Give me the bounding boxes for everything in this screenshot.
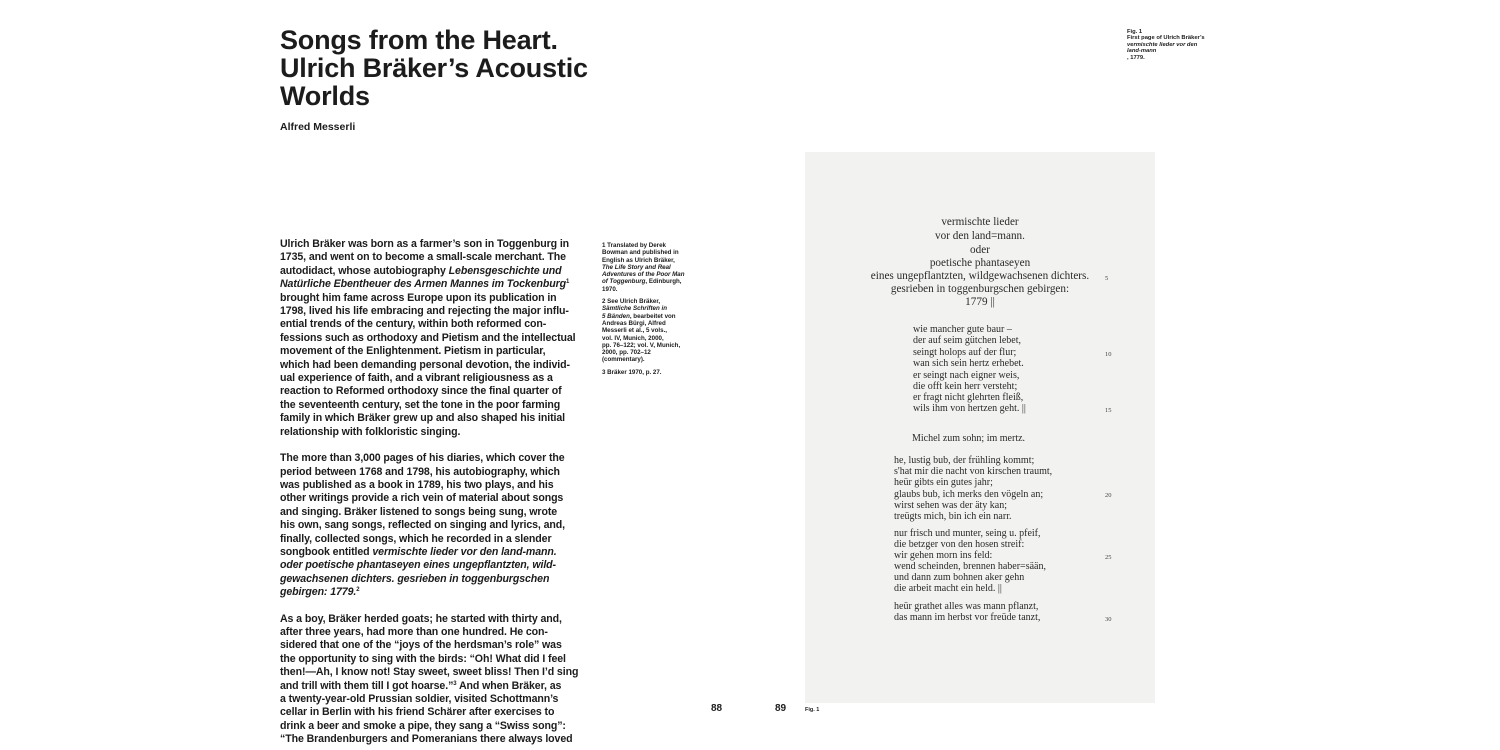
text-line: gebirgen: 1779.$^2$ xyxy=(280,586,360,599)
paragraph-3 xyxy=(280,613,590,747)
text-line: drink a beer and smoke a pipe, they sang a “Swiss song”: xyxy=(280,719,566,732)
text-line: sidered that one of the “joys of the herdsman’s role” was xyxy=(280,639,562,652)
text-line: gewachsenen dichters. gesrieben in toggenburgschen xyxy=(280,572,550,585)
facsimile-verse-line: die arbeit macht ein held. || xyxy=(894,583,1002,594)
figure-label: Fig. 1 xyxy=(805,707,820,713)
text-line: after three years, had more than one hundred. He con- xyxy=(280,625,548,638)
facsimile-verse-line: glaubs bub, ich merks den vögeln an; xyxy=(894,489,1044,500)
page-number-right: 89 xyxy=(775,703,787,714)
text-line: family in which Bräker grew up and also shaped his initial xyxy=(280,412,566,425)
facsimile-verse-line: und dann zum bohnen aker gehn xyxy=(894,572,1025,583)
caption-label: Fig. 1 xyxy=(1127,29,1143,35)
facsimile-title-line: eines ungepflantzten, wildgewachsenen dichters. xyxy=(870,270,1090,282)
facsimile-title-line: vor den land=mann. xyxy=(935,230,1025,242)
line-number: 10 xyxy=(1105,351,1112,358)
footnote-2: 2 See Ulrich Bräker, Sämtliche Schriften in 5 Bänden, bearbeitet von Andreas Bürgi, Alfred Messerli et al., 5 vols., vol. IV, Munich, 2000, pp. 76–122; vol. V, Munich, 2000, pp. 702–12 (commentary). xyxy=(602,298,681,364)
facsimile-verse-line: wend scheinden, brennen haber=sään, xyxy=(894,561,1046,572)
author-name: Alfred Messerli xyxy=(280,121,356,133)
facsimile-verse-line: er seingt nach eigner weis, xyxy=(913,370,1020,381)
title-line: Songs from the Heart. xyxy=(280,25,558,55)
facsimile-verse-line: s'hat mir die nacht von kirschen traumt, xyxy=(894,466,1053,477)
line-number: 15 xyxy=(1105,407,1112,414)
line-number: 25 xyxy=(1105,554,1112,561)
text-line: the seventeenth century, set the tone in the poor farming xyxy=(280,398,561,411)
facsimile-verse-line: wan sich sein hertz erhebet. xyxy=(913,358,1024,369)
facsimile-verse-line: heür grathet alles was mann pflanzt, xyxy=(894,601,1039,612)
facsimile-verse-line: seingt holops auf der flur; xyxy=(913,347,1017,358)
facsimile-page xyxy=(805,152,1155,703)
title-line: Worlds xyxy=(280,81,370,111)
facsimile-verse-line: wils ihm von hertzen geht. || xyxy=(913,403,1026,414)
text-line: Ulrich Bräker was born as a farmer’s son in Toggenburg in xyxy=(280,238,570,250)
text-line: and singing. Bräker listened to songs being sung, wrote xyxy=(280,505,558,518)
facsimile-verse-line: der auf seim gütchen lebet, xyxy=(913,335,1022,346)
article-title xyxy=(280,26,700,110)
facsimile-title-line: vermischte lieder xyxy=(941,216,1019,228)
body-text xyxy=(280,238,590,750)
facsimile-title-line: gesrieben in toggenburgschen gebirgen: xyxy=(890,283,1070,295)
footnote-ref: 2 xyxy=(356,587,360,594)
facsimile-verse-line: das mann im herbst vor freüde tanzt, xyxy=(894,612,1041,623)
text-line: his own, sang songs, reflected on singing and lyrics, and, xyxy=(280,519,565,532)
text-line: relationship with folkloristic singing. xyxy=(280,425,461,438)
text-line: cellar in Berlin with his friend Schärer after exercises to xyxy=(280,706,555,719)
facsimile-title-line: oder xyxy=(970,244,990,256)
facsimile-title-line: poetische phantaseyen xyxy=(929,257,1031,269)
text-line: other writings provide a rich vein of material about songs xyxy=(280,492,564,505)
text-line: “The Brandenburgers and Pomeranians there always loved xyxy=(280,733,573,746)
facsimile-verse-line: he, lustig bub, der frühling kommt; xyxy=(894,455,1035,466)
facsimile-verse-line: er fragt nicht glehrten fleiß, xyxy=(913,392,1024,403)
line-number: 20 xyxy=(1105,492,1112,499)
line-number: 30 xyxy=(1105,616,1112,623)
text-line: autodidact, whose autobiography Lebensgeschichte und xyxy=(280,264,562,277)
text-line: finally, collected songs, which he recorded in a slender xyxy=(280,532,552,545)
facsimile-verse-line: heür gibts ein gutes jahr; xyxy=(894,477,993,488)
facsimile-verse-line: wie mancher gute baur – xyxy=(913,324,1012,335)
title-line: Ulrich Bräker’s Acoustic xyxy=(280,53,588,83)
facsimile-verse-line: die betzger von den hosen streif: xyxy=(894,539,1025,550)
facsimile-verse-line: treügts mich, bin ich ein narr. xyxy=(894,511,1012,522)
footnotes xyxy=(602,242,702,381)
facsimile-verse-line: die offt kein herr versteht; xyxy=(913,381,1018,392)
text-line: was published as a book in 1789, his two plays, and his xyxy=(280,478,554,491)
text-line: reaction to Reformed orthodoxy since the final quarter of xyxy=(280,385,562,398)
facsimile-verse-line: nur frisch und munter, seing u. pfeif, xyxy=(894,528,1041,539)
footnote-ref: 3 xyxy=(453,680,457,687)
facsimile-verse-line: wir gehen morn ins feld: xyxy=(894,550,993,561)
footnote-ref: 1 xyxy=(566,279,570,286)
text-line: movement of the Enlightenment. Pietism in particular, xyxy=(280,345,546,358)
text-line: oder poetische phantaseyen eines ungepflantzten, wild- xyxy=(280,559,556,572)
facsimile-heading: Michel zum sohn; im mertz. xyxy=(912,433,1026,444)
footnote-3: 3 Bräker 1970, p. 27. xyxy=(602,368,662,376)
text-line: brought him fame across Europe upon its publication in xyxy=(280,291,557,304)
text-line: period between 1768 and 1798, his autobiography, which xyxy=(280,465,560,478)
text-line: songbook entitled vermischte lieder vor den land-mann. xyxy=(280,545,557,558)
text-line: a twenty-year-old Prussian soldier, visited Schottmann’s xyxy=(280,693,559,705)
text-line: then!—Ah, I know not! Stay sweet, sweet bliss! Then I’d sing xyxy=(280,666,579,679)
figure-caption: Fig. 1 First page of Ulrich Bräker’s vermischte lieder vor den land-mann , 1779. xyxy=(1127,29,1237,61)
facsimile-verse-line: wirst sehen was der äty kan; xyxy=(894,500,1008,511)
text-line: ual experience of faith, and a vibrant religiousness as a xyxy=(280,372,553,385)
text-line: 1735, and went on to become a small-scale merchant. The xyxy=(280,251,566,264)
text-line: As a boy, Bräker herded goats; he started with thirty and, xyxy=(280,612,562,625)
page-number-left: 88 xyxy=(711,703,723,714)
text-line: the opportunity to sing with the birds: “Oh! What did I feel xyxy=(280,652,566,665)
text-line: Natürliche Ebentheuer des Armen Mannes im Tockenburg$^1$ xyxy=(280,278,570,291)
text-line: and trill with them till I got hoarse.”$^3$ And when Bräker, as xyxy=(280,679,562,692)
text-line: which had been demanding personal devotion, the individ- xyxy=(280,358,570,371)
paragraph-2 xyxy=(280,452,590,599)
text-line: The more than 3,000 pages of his diaries, which cover the xyxy=(280,452,565,465)
text-line: 1798, lived his life embracing and rejecting the major influ- xyxy=(280,305,569,318)
footnote-1: 1 Translated by Derek Bowman and published in English as Ulrich Bräker, The Life Story and Real Adventures of the Poor Man of Toggenburg, Edinburgh, 1970. xyxy=(602,242,685,293)
text-line: ential trends of the century, within both reformed con- xyxy=(280,318,547,331)
line-number: 5 xyxy=(1105,275,1109,282)
facsimile-title-line: 1779 || xyxy=(965,296,995,308)
paragraph-1 xyxy=(280,238,590,439)
text-line: fessions such as orthodoxy and Pietism and the intellectual xyxy=(280,331,576,344)
